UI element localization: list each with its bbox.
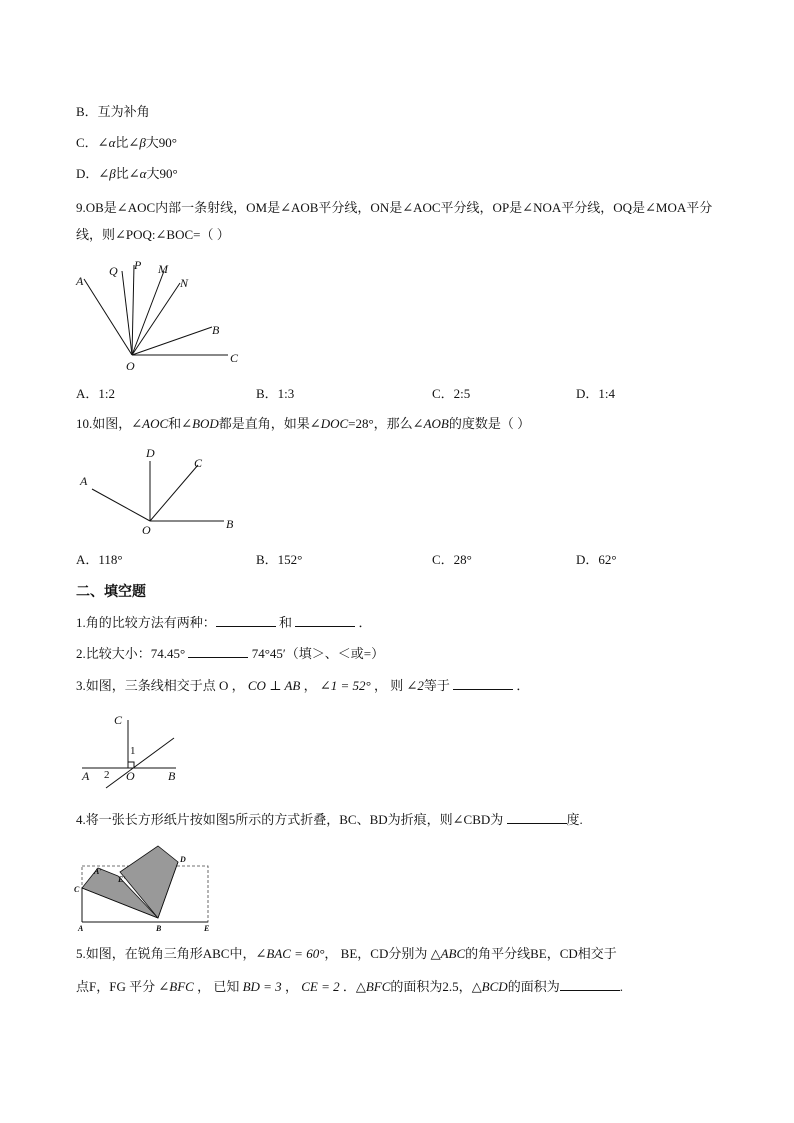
q10-figure (74, 445, 244, 537)
label-e: E (204, 924, 210, 933)
label-a-prime: A′ (94, 867, 102, 876)
answer-blank-4[interactable] (453, 676, 513, 690)
q10-option-d: D．62° (576, 552, 617, 567)
q10-option-c: C．28° (432, 552, 472, 567)
ray-ob (132, 327, 212, 355)
answer-blank-5[interactable] (507, 810, 567, 824)
label-a: A (80, 474, 88, 488)
label-b: B (156, 924, 162, 933)
label-n: N (180, 276, 189, 290)
ray-on (132, 283, 180, 355)
label-e-prime: E′ (118, 875, 126, 884)
label-a: A (82, 769, 90, 783)
fill-q4: 4.将一张长方形纸片按如图5所示的方式折叠，BC、BD为折痕，则∠CBD为 度. (76, 812, 583, 827)
label-o: O (126, 359, 135, 373)
q10-option-a: A．118° (76, 552, 123, 567)
fill-q5-line2: 点F，FG 平分 ∠BFC ， 已知 BD = 3 ， CE = 2 ．△BFC的面积为2.5，△BCD的面积为 . (76, 979, 623, 994)
section-title: 二、填空题 (76, 583, 146, 599)
answer-blank-2[interactable] (295, 613, 355, 627)
ray-oa (92, 489, 150, 521)
answer-blank-6[interactable] (560, 977, 620, 991)
label-b: B (226, 517, 234, 531)
q8-option-c: C．∠α比∠β大90° (76, 135, 177, 150)
fill-q1: 1.角的比较方法有两种： 和 ． (76, 615, 372, 630)
fill-q4-figure (74, 842, 214, 932)
label-c: C (74, 885, 80, 894)
q8-option-d: D．∠β比∠α大90° (76, 166, 178, 181)
q9-question-text: 9.OB是∠AOC内部一条射线，OM是∠AOB平分线，ON是∠AOC平分线，OP是∠NOA平分线，OQ是∠MOA平分线，则∠POQ:∠BOC=（ ） (76, 200, 713, 242)
q8-option-b: B．互为补角 (76, 104, 150, 119)
ray-op (132, 265, 134, 355)
answer-blank-1[interactable] (216, 613, 276, 627)
ray-om (132, 271, 164, 355)
label-q: Q (109, 264, 118, 278)
right-angle-mark (128, 762, 134, 768)
fill-q5-line1: 5.如图，在锐角三角形ABC中，∠BAC = 60°， BE，CD分别为 △ABC的角平分线BE，CD相交于 (76, 946, 617, 961)
label-2: 2 (104, 769, 110, 781)
q9-option-c: C．2:5 (432, 386, 471, 401)
q10-rays (92, 461, 224, 521)
q9-option-a: A．1:2 (76, 386, 116, 401)
fill-q3: 3.如图，三条线相交于点 O ， CO ⊥ AB ， ∠1 = 52° ， 则 ∠2等于 ． (76, 678, 530, 693)
q10-option-b: B．152° (256, 552, 303, 567)
q9-option-b: B．1:3 (256, 386, 295, 401)
ray-oc (150, 465, 198, 521)
q9-option-d: D．1:4 (576, 386, 616, 401)
label-c: C (230, 351, 239, 365)
label-c: C (114, 713, 123, 727)
folded-flap-right (120, 846, 178, 918)
label-a: A (78, 924, 84, 933)
label-d: D (146, 446, 155, 460)
q9-rays (84, 265, 228, 355)
label-p: P (134, 258, 142, 272)
label-m: M (158, 262, 168, 276)
label-a: A (76, 274, 84, 288)
label-o: O (142, 523, 151, 537)
q9-figure (70, 255, 260, 375)
label-c: C (194, 456, 203, 470)
label-b: B (212, 323, 220, 337)
label-b: B (168, 769, 176, 783)
label-o: O (126, 769, 135, 783)
q10-question-text: 10.如图，∠AOC和∠BOD都是直角，如果∠DOC=28°，那么∠AOB的度数是（ ） (76, 416, 531, 431)
label-d: D (180, 855, 186, 864)
fill-q2: 2.比较大小：74.45° 74°45′（填＞、＜或=） (76, 646, 385, 661)
line-transversal (106, 738, 174, 788)
answer-blank-3[interactable] (188, 644, 248, 658)
fill-q3-figure (76, 712, 186, 792)
label-1: 1 (130, 745, 136, 757)
